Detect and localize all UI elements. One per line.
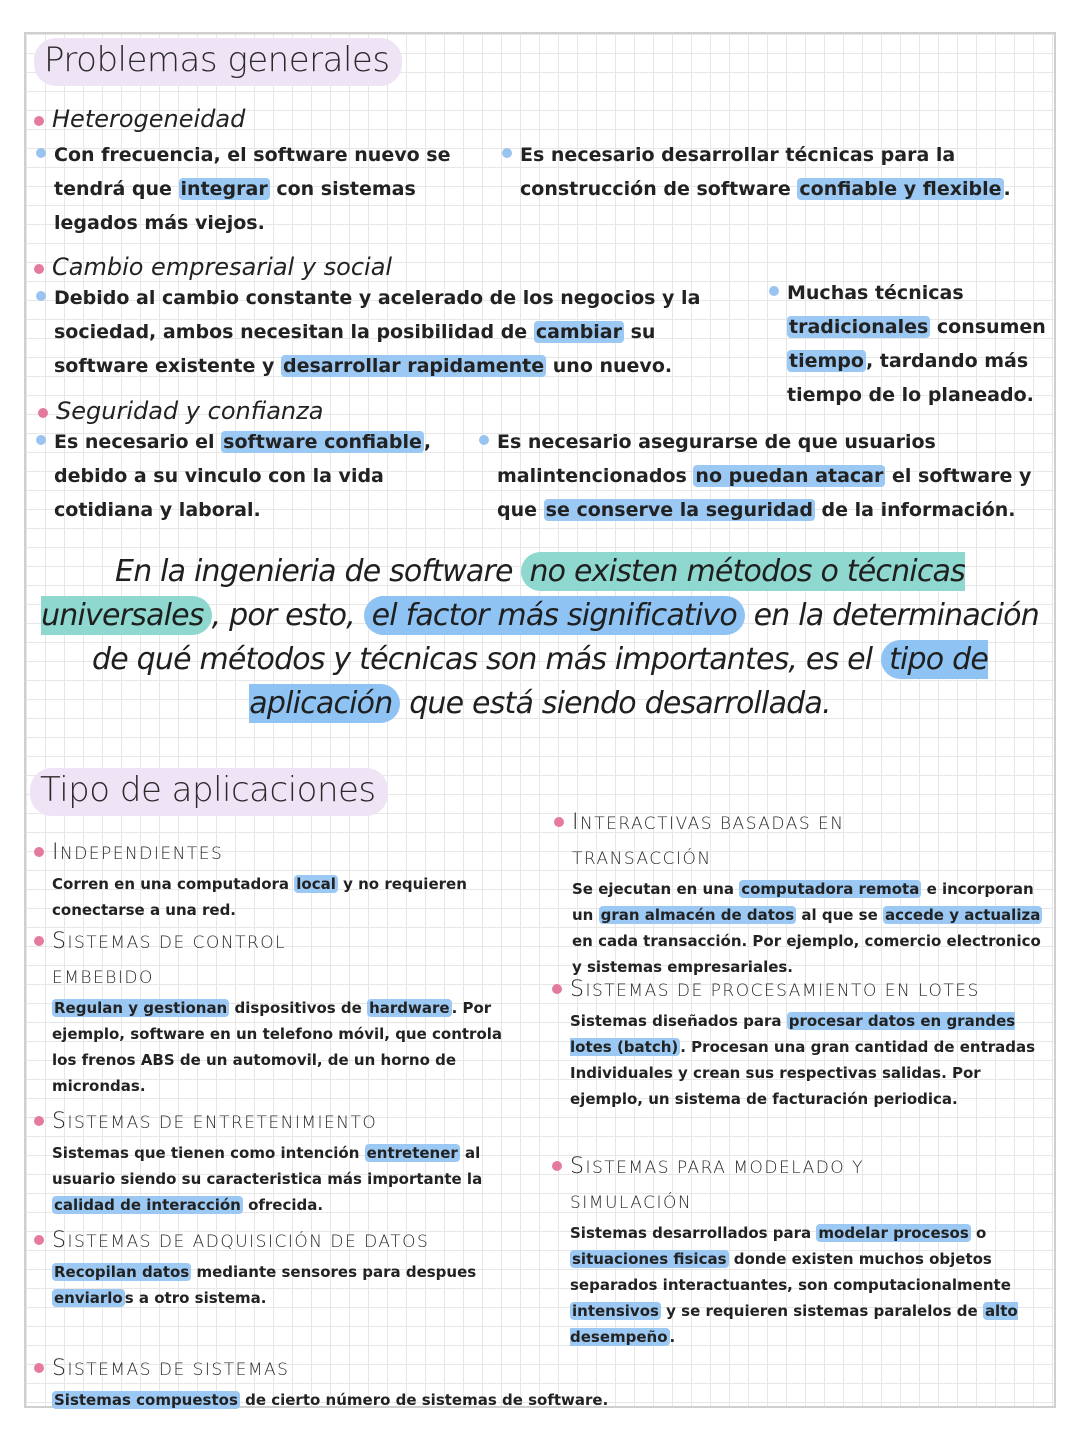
note-heterogeneidad-right <box>520 138 1050 206</box>
highlight: Recopilan datos <box>54 1263 190 1281</box>
text: Es necesario asegurarse de que usuarios malintencionados <box>497 431 936 487</box>
app-title <box>52 1105 512 1140</box>
text: Sistemas diseñados para <box>570 1012 787 1030</box>
text: I <box>52 840 60 865</box>
note-seguridad-left <box>54 425 474 527</box>
text: Sistemas que tienen como intención <box>52 1144 365 1162</box>
text: En la ingenieria de software <box>115 554 522 589</box>
text: y no requieren conectarse a una red. <box>52 875 467 919</box>
highlight: intensivos <box>572 1302 659 1320</box>
app-procesamiento-lotes <box>570 973 1045 1112</box>
highlight: alto desempeño <box>570 1302 1018 1346</box>
text: Se ejecutan en una <box>572 880 740 898</box>
highlight: modelar procesos <box>818 1224 969 1242</box>
highlight: procesar datos en grandes lotes (batch) <box>570 1012 1016 1056</box>
text: en la determinación de qué métodos y técnicas son más importantes, es el <box>91 598 1039 677</box>
text: dispositivos de <box>229 999 368 1017</box>
key-statement <box>35 550 1045 726</box>
app-title <box>52 1224 432 1259</box>
text: que está siendo desarrollada. <box>400 686 831 721</box>
app-control-embebido <box>52 925 512 1099</box>
text: en cada transacción. Por ejemplo, comercio electronico y sistemas empresariales. <box>572 932 1041 976</box>
highlight: computadora remota <box>741 880 920 898</box>
highlight: Sistemas compuestos <box>54 1391 238 1409</box>
text: , tardando más tiempo de lo planeado. <box>787 350 1034 406</box>
app-description <box>572 876 1047 980</box>
text: ISTEMAS DE ADQUISICIÓN DE DATOS <box>67 1232 430 1252</box>
app-description <box>52 1140 512 1218</box>
highlight: tiempo <box>789 350 864 372</box>
text: . Procesan una gran cantidad de entradas Individuales y crean sus respectivas salidas. Por ejemplo, un sistema de facturación periodica. <box>570 1038 1036 1108</box>
text: o <box>970 1224 987 1242</box>
text: , debido a su vinculo con la vida cotidiana y laboral. <box>54 431 432 521</box>
text: S <box>52 1109 68 1134</box>
text: consumen <box>930 316 1046 338</box>
text: S <box>52 1228 68 1253</box>
text: Es necesario el <box>54 431 222 453</box>
note-cambio-right <box>787 276 1057 412</box>
category-heterogeneidad <box>52 105 245 133</box>
app-adquisicion-datos <box>52 1224 512 1311</box>
text: NTERACTIVAS BASADAS EN TRANSACCIÓN <box>572 814 845 869</box>
app-entretenimiento <box>52 1105 512 1218</box>
app-modelado-simulacion <box>570 1150 1040 1350</box>
note-cambio-left <box>54 281 734 383</box>
text: ISTEMAS DE ENTRETENIMIENTO <box>67 1113 378 1133</box>
highlight: local <box>296 875 336 893</box>
text: mediante sensores para despues <box>191 1263 477 1281</box>
text: S <box>52 929 68 954</box>
category-label: Seguridad y confianza <box>56 397 324 425</box>
text: S <box>570 1154 586 1179</box>
app-sistemas-de-sistemas <box>52 1352 812 1413</box>
category-label: Cambio empresarial y social <box>52 253 393 281</box>
text: ISTEMAS DE SISTEMAS <box>67 1360 290 1380</box>
note-heterogeneidad-left <box>54 138 474 240</box>
text: al usuario siendo su caracteristica más importante la <box>52 1144 483 1188</box>
text: ofrecida. <box>242 1196 324 1214</box>
highlight: se conserve la seguridad <box>545 499 813 521</box>
highlight-teal: no existen métodos o técnicas universales <box>41 554 965 633</box>
highlight: tradicionales <box>789 316 929 338</box>
text: I <box>572 810 580 835</box>
section-title-tipo-aplicaciones: Tipo de aplicaciones <box>30 768 388 816</box>
highlight: integrar <box>180 178 268 200</box>
text: . Por ejemplo, software en un telefono móvil, que controla los frenos ABS de un automovil, de un horno de microndas. <box>52 999 503 1095</box>
app-independientes <box>52 836 522 923</box>
app-description <box>52 1259 512 1311</box>
highlight: no puedan atacar <box>695 465 884 487</box>
highlight: cambiar <box>535 321 622 343</box>
text: donde existen muchos objetos separados interactuantes, son computacionalmente <box>570 1250 1011 1294</box>
highlight: Regulan y gestionan <box>54 999 228 1017</box>
highlight: situaciones fisicas <box>572 1250 727 1268</box>
note-seguridad-right <box>497 425 1057 527</box>
highlight: hardware <box>369 999 450 1017</box>
highlight: software confiable <box>223 431 422 453</box>
text: S <box>570 977 586 1002</box>
app-title <box>52 925 352 995</box>
app-title <box>52 1352 812 1387</box>
app-description <box>52 995 512 1099</box>
text: al que se <box>796 906 883 924</box>
text: de la información. <box>814 499 1016 521</box>
app-title <box>570 1150 930 1220</box>
category-seguridad <box>56 397 323 425</box>
text: ISTEMAS DE PROCESAMIENTO EN LOTES <box>585 981 980 1001</box>
highlight: accede y actualiza <box>884 906 1041 924</box>
text: e incorporan un <box>572 880 1034 924</box>
highlight: calidad de interacción <box>54 1196 241 1214</box>
text: ISTEMAS PARA MODELADO Y SIMULACIÓN <box>570 1158 864 1213</box>
text: y se requieren sistemas paralelos de <box>660 1302 983 1320</box>
text: Sistemas desarrollados para <box>570 1224 817 1242</box>
text: Es necesario desarrollar técnicas para la construcción de software <box>520 144 956 200</box>
highlight: entretener <box>366 1144 458 1162</box>
section-title-problemas: Problemas generales <box>34 38 402 86</box>
text: s a otro sistema. <box>124 1289 267 1307</box>
highlight-blue: el factor más significativo <box>364 596 745 635</box>
app-title <box>572 806 912 876</box>
app-description <box>52 1387 812 1413</box>
app-description <box>570 1220 1040 1350</box>
text: ISTEMAS DE CONTROL EMBEBIDO <box>52 933 287 988</box>
highlight: gran almacén de datos <box>600 906 795 924</box>
text: , por esto, <box>211 598 364 633</box>
app-title <box>570 973 990 1008</box>
text: . <box>669 1328 676 1346</box>
highlight: enviarlo <box>54 1289 123 1307</box>
text: Muchas técnicas <box>787 282 964 304</box>
text: . <box>1003 178 1011 200</box>
highlight: confiable y flexible <box>799 178 1002 200</box>
app-description <box>52 871 522 923</box>
text: su software existente y <box>54 321 656 377</box>
text: el software y que <box>497 465 1032 521</box>
category-label: Heterogeneidad <box>52 105 246 133</box>
text: Corren en una computadora <box>52 875 295 893</box>
app-description <box>570 1008 1045 1112</box>
text: NDEPENDIENTES <box>60 844 224 864</box>
text: con sistemas legados más viejos. <box>54 178 416 234</box>
text: de cierto número de sistemas de software. <box>239 1391 609 1409</box>
text: uno nuevo. <box>546 355 673 377</box>
text: Con frecuencia, el software nuevo se tendrá que <box>54 144 451 200</box>
highlight-blue: tipo de aplicación <box>249 642 988 721</box>
text: Debido al cambio constante y acelerado de los negocios y la sociedad, ambos necesitan la posibilidad de <box>54 287 701 343</box>
category-cambio <box>52 253 392 281</box>
text: S <box>52 1356 68 1381</box>
highlight: desarrollar rapidamente <box>283 355 545 377</box>
app-interactivas-transaccion <box>572 806 1047 980</box>
app-title <box>52 836 522 871</box>
